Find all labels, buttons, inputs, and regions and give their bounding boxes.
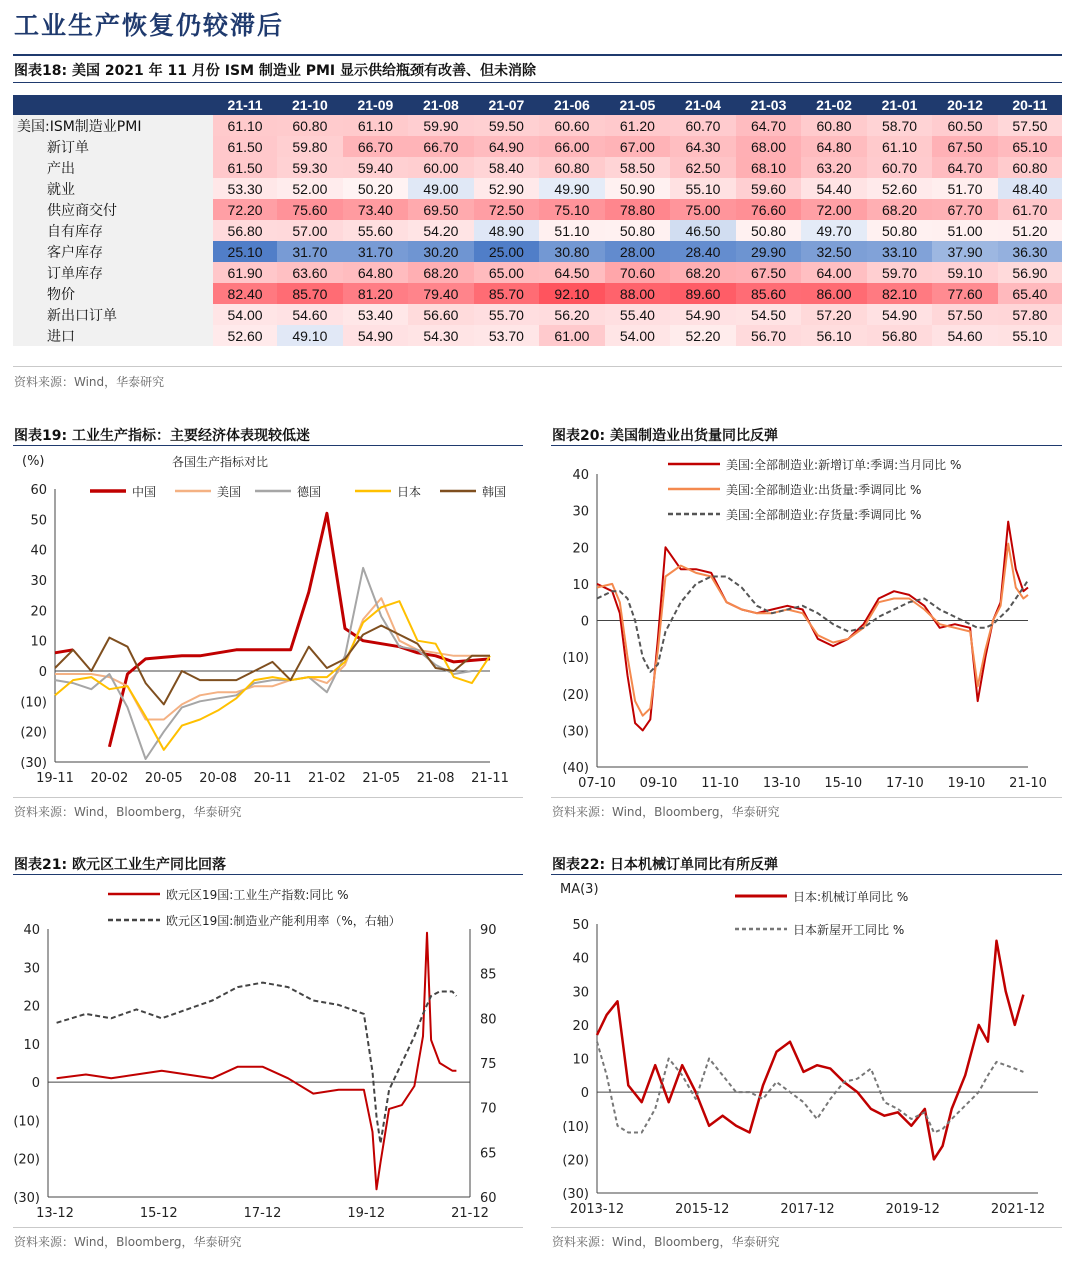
y-tick-label: 10 [23,1037,40,1053]
pmi-cell: 64.80 [343,262,409,283]
pmi-cell: 81.20 [343,283,409,304]
pmi-cell: 60.00 [408,157,474,178]
series-line-2 [55,568,490,759]
pmi-cell: 31.70 [277,241,343,262]
y2-tick-label: 65 [480,1146,497,1162]
y-tick-label: 40 [572,468,589,483]
y-tick-label: (30) [20,756,47,771]
pmi-cell: 53.40 [343,304,409,325]
y-tick-label: 30 [572,504,589,520]
pmi-cell: 61.10 [343,115,409,136]
pmi-cell: 60.70 [867,157,933,178]
fig19-title: 图表19: 工业生产指标：主要经济体表现较低迷 [14,428,310,444]
pmi-cell: 54.90 [343,325,409,346]
pmi-cell: 64.90 [474,136,540,157]
pmi-cell: 56.10 [801,325,867,346]
pmi-cell: 50.80 [867,220,933,241]
pmi-cell: 51.00 [932,220,998,241]
y-tick-label: 30 [23,961,40,977]
x-tick-label: 11-10 [701,776,740,791]
pmi-cell: 72.20 [213,199,277,220]
pmi-cell: 85.60 [736,283,802,304]
pmi-cell: 69.50 [408,199,474,220]
y2-tick-label: 60 [480,1191,497,1206]
x-tick-label: 19-11 [36,771,74,786]
pmi-cell: 50.80 [605,220,671,241]
legend-label: 欧元区19国:工业生产指数:同比 % [166,888,349,902]
pmi-cell: 52.60 [867,178,933,199]
pmi-cell: 55.70 [474,304,540,325]
series-line-1 [57,983,457,1144]
y-tick-label: 0 [580,614,589,630]
pmi-cell: 52.20 [670,325,736,346]
pmi-cell: 86.00 [801,283,867,304]
pmi-cell: 55.60 [343,220,409,241]
pmi-row-label: 物价 [13,283,213,304]
pmi-cell: 68.20 [670,262,736,283]
pmi-cell: 57.00 [277,220,343,241]
fig22-title: 图表22: 日本机械订单同比有所反弹 [552,857,778,873]
pmi-cell: 54.00 [605,325,671,346]
pmi-cell: 64.70 [932,157,998,178]
pmi-cell: 60.80 [801,115,867,136]
pmi-cell: 58.40 [474,157,540,178]
y-tick-label: 10 [572,577,589,593]
pmi-cell: 60.80 [539,157,605,178]
pmi-cell: 76.60 [736,199,802,220]
pmi-cell: 52.90 [474,178,540,199]
series-line-0 [57,933,457,1190]
pmi-cell: 85.70 [277,283,343,304]
y-tick-label: (20) [13,1152,40,1168]
pmi-row [13,178,1062,199]
x-tick-label: 2021-12 [990,1202,1046,1217]
pmi-cell: 77.60 [932,283,998,304]
x-tick-label: 07-10 [578,776,616,791]
pmi-cell: 62.50 [670,157,736,178]
pmi-cell: 73.40 [343,199,409,220]
fig19-source: 资料来源：Wind，Bloomberg，华泰研究 [14,805,242,819]
pmi-cell: 75.10 [539,199,605,220]
pmi-cell: 58.50 [605,157,671,178]
pmi-cell: 60.80 [998,157,1062,178]
pmi-cell: 67.00 [605,136,671,157]
pmi-cell: 61.90 [213,262,277,283]
pmi-col-header: 21-09 [343,95,409,115]
pmi-cell: 65.10 [998,136,1062,157]
x-tick-label: 2015-12 [675,1202,730,1217]
fig20-chart [550,448,1065,793]
x-tick-label: 09-10 [639,776,678,791]
series-line-0 [597,941,1023,1160]
pmi-row-label: 供应商交付 [13,199,213,220]
pmi-cell: 61.10 [867,136,933,157]
pmi-col-header: 21-07 [474,95,540,115]
y-tick-label: 40 [23,923,40,938]
pmi-cell: 64.80 [801,136,867,157]
pmi-cell: 30.80 [539,241,605,262]
pmi-row [13,157,1062,178]
pmi-cell: 54.40 [801,178,867,199]
pmi-cell: 61.70 [998,199,1062,220]
y-tick-label: 20 [23,999,40,1015]
y-tick-label: (10) [20,695,47,711]
fig18-source: 资料来源：Wind，华泰研究 [14,375,165,389]
pmi-cell: 66.00 [539,136,605,157]
pmi-row [13,220,1062,241]
pmi-cell: 68.00 [736,136,802,157]
y-tick-label: (10) [562,651,589,667]
pmi-row [13,241,1062,262]
pmi-row [13,304,1062,325]
pmi-header-corner [13,95,213,115]
pmi-cell: 50.90 [605,178,671,199]
x-tick-label: 19-10 [947,776,986,791]
pmi-cell: 56.90 [998,262,1062,283]
x-tick-label: 21-12 [451,1206,489,1221]
pmi-cell: 68.20 [867,199,933,220]
pmi-cell: 70.60 [605,262,671,283]
pmi-col-header: 21-03 [736,95,802,115]
pmi-cell: 57.20 [801,304,867,325]
pmi-cell: 63.60 [277,262,343,283]
pmi-cell: 67.50 [736,262,802,283]
pmi-cell: 54.60 [932,325,998,346]
pmi-cell: 25.10 [213,241,277,262]
y-tick-label: 0 [31,1076,40,1092]
legend-label: 日本 [397,485,422,499]
pmi-cell: 60.60 [539,115,605,136]
pmi-row [13,136,1062,157]
x-tick-label: 21-08 [416,771,455,786]
pmi-cell: 64.00 [801,262,867,283]
pmi-row [13,262,1062,283]
pmi-table-body [13,115,1062,346]
x-tick-label: 20-02 [90,771,129,786]
y-tick-label: (20) [20,725,47,741]
fig18-title: 图表18: 美国 2021 年 11 月份 ISM 制造业 PMI 显示供给瓶颈有改善、但未消除 [14,63,537,79]
y-tick-label: (30) [562,724,589,740]
pmi-cell: 49.00 [408,178,474,199]
pmi-cell: 59.10 [932,262,998,283]
pmi-cell: 50.80 [736,220,802,241]
pmi-cell: 72.00 [801,199,867,220]
pmi-cell: 49.10 [277,325,343,346]
fig22-bottom-rule [551,1227,1062,1228]
pmi-cell: 64.50 [539,262,605,283]
pmi-cell: 55.40 [605,304,671,325]
pmi-cell: 52.60 [213,325,277,346]
pmi-cell: 57.80 [998,304,1062,325]
y2-tick-label: 90 [480,923,497,938]
fig22-source: 资料来源：Wind，Bloomberg，华泰研究 [552,1235,780,1249]
pmi-cell: 33.10 [867,241,933,262]
pmi-cell: 59.90 [408,115,474,136]
x-tick-label: 21-02 [307,771,346,786]
pmi-cell: 54.60 [277,304,343,325]
pmi-row [13,199,1062,220]
pmi-cell: 64.70 [736,115,802,136]
fig20-bottom-rule [551,797,1062,798]
pmi-cell: 67.70 [932,199,998,220]
pmi-cell: 85.70 [474,283,540,304]
legend-label: 美国:全部制造业:出货量:季调同比 % [726,483,922,497]
pmi-col-header: 20-12 [932,95,998,115]
y-tick-label: (30) [13,1191,40,1206]
pmi-row-label: 进口 [13,325,213,346]
pmi-col-header: 21-08 [408,95,474,115]
pmi-cell: 37.90 [932,241,998,262]
pmi-cell: 52.00 [277,178,343,199]
pmi-row-label: 新订单 [13,136,213,157]
y2-tick-label: 75 [480,1057,497,1072]
pmi-cell: 78.80 [605,199,671,220]
fig20-title-rule [551,445,1062,446]
pmi-cell: 66.70 [408,136,474,157]
x-tick-label: 17-12 [243,1206,282,1221]
fig21-source: 资料来源：Wind，Bloomberg，华泰研究 [14,1235,242,1249]
fig21-bottom-rule [13,1227,523,1228]
pmi-cell: 54.20 [408,220,474,241]
pmi-cell: 49.70 [801,220,867,241]
pmi-cell: 82.10 [867,283,933,304]
legend-label: 德国 [297,485,322,499]
legend-label: 美国:全部制造业:新增订单:季调:当月同比 % [726,458,962,472]
pmi-cell: 60.80 [277,115,343,136]
pmi-cell: 30.20 [408,241,474,262]
legend-label: 日本:机械订单同比 % [793,890,909,904]
pmi-cell: 53.70 [474,325,540,346]
pmi-col-header: 21-06 [539,95,605,115]
pmi-table [13,95,1062,346]
pmi-cell: 67.50 [932,136,998,157]
pmi-cell: 29.90 [736,241,802,262]
pmi-cell: 55.10 [998,325,1062,346]
pmi-cell: 60.50 [932,115,998,136]
y-axis-label: (%) [22,454,45,469]
y-tick-label: 60 [30,483,47,498]
pmi-cell: 82.40 [213,283,277,304]
pmi-cell: 65.40 [998,283,1062,304]
pmi-cell: 61.50 [213,157,277,178]
x-tick-label: 2019-12 [885,1202,940,1217]
fig22-chart [550,877,1065,1225]
x-tick-label: 17-10 [885,776,924,791]
y-tick-label: 0 [580,1086,589,1102]
pmi-cell: 56.80 [213,220,277,241]
pmi-cell: 57.50 [932,304,998,325]
x-tick-label: 2013-12 [569,1202,625,1217]
pmi-cell: 54.00 [213,304,277,325]
y2-tick-label: 80 [480,1012,497,1028]
pmi-cell: 31.70 [343,241,409,262]
pmi-cell: 57.50 [998,115,1062,136]
pmi-col-header: 21-11 [213,95,277,115]
fig21-chart [10,877,525,1225]
pmi-cell: 59.30 [277,157,343,178]
y-tick-label: (10) [562,1119,589,1135]
y-tick-label: 30 [572,985,589,1001]
x-tick-label: 13-12 [36,1206,74,1221]
pmi-row [13,283,1062,304]
pmi-cell: 63.20 [801,157,867,178]
y-tick-label: (10) [13,1114,40,1130]
pmi-cell: 51.70 [932,178,998,199]
fig19-title-rule [13,445,523,446]
pmi-col-header: 20-11 [998,95,1062,115]
pmi-cell: 64.30 [670,136,736,157]
legend-label: 日本新屋开工同比 % [793,923,905,937]
fig22-title-rule [551,874,1062,875]
y2-tick-label: 85 [480,967,497,983]
pmi-cell: 56.80 [867,325,933,346]
pmi-cell: 53.30 [213,178,277,199]
pmi-cell: 51.10 [539,220,605,241]
fig18-bottom-rule [13,366,1062,367]
pmi-cell: 59.80 [277,136,343,157]
pmi-cell: 54.90 [867,304,933,325]
pmi-cell: 75.60 [277,199,343,220]
pmi-cell: 59.40 [343,157,409,178]
pmi-col-header: 21-10 [277,95,343,115]
fig19-bottom-rule [13,797,523,798]
pmi-cell: 50.20 [343,178,409,199]
pmi-row-label: 美国:ISM制造业PMI [13,115,213,136]
y-tick-label: (30) [562,1187,589,1202]
pmi-cell: 56.70 [736,325,802,346]
pmi-cell: 54.50 [736,304,802,325]
x-tick-label: 2017-12 [780,1202,835,1217]
pmi-cell: 65.00 [474,262,540,283]
pmi-cell: 59.60 [736,178,802,199]
pmi-cell: 68.20 [408,262,474,283]
fig21-title: 图表21: 欧元区工业生产同比回落 [14,857,226,873]
pmi-cell: 92.10 [539,283,605,304]
legend-label: 美国 [217,485,242,499]
pmi-cell: 28.40 [670,241,736,262]
pmi-row-label: 就业 [13,178,213,199]
pmi-cell: 61.10 [213,115,277,136]
y-tick-label: (20) [562,687,589,703]
page-title: 工业生产恢复仍较滞后 [14,11,285,40]
y-tick-label: 20 [572,1018,589,1034]
fig18-top-rule [13,54,1062,56]
legend-label: 美国:全部制造业:存货量:季调同比 % [726,508,922,522]
pmi-cell: 60.70 [670,115,736,136]
x-tick-label: 20-05 [144,771,183,786]
x-tick-label: 20-11 [253,771,292,786]
x-tick-label: 15-10 [824,776,863,791]
series-line-3 [55,601,490,750]
y-tick-label: (20) [562,1153,589,1169]
pmi-row-label: 自有库存 [13,220,213,241]
pmi-cell: 56.20 [539,304,605,325]
pmi-cell: 25.00 [474,241,540,262]
pmi-cell: 61.00 [539,325,605,346]
y-tick-label: 40 [572,951,589,967]
pmi-col-header: 21-01 [867,95,933,115]
pmi-cell: 72.50 [474,199,540,220]
pmi-cell: 51.20 [998,220,1062,241]
pmi-cell: 56.60 [408,304,474,325]
pmi-cell: 68.10 [736,157,802,178]
pmi-cell: 48.90 [474,220,540,241]
pmi-cell: 46.50 [670,220,736,241]
x-tick-label: 21-10 [1009,776,1047,791]
x-tick-label: 21-05 [362,771,401,786]
pmi-cell: 66.70 [343,136,409,157]
pmi-cell: 88.00 [605,283,671,304]
y-tick-label: 10 [30,634,47,650]
pmi-table-header [13,95,1062,115]
pmi-row [13,325,1062,346]
y-axis-label: MA(3) [560,882,599,897]
pmi-cell: 54.30 [408,325,474,346]
x-tick-label: 13-10 [762,776,801,791]
pmi-cell: 59.50 [474,115,540,136]
x-tick-label: 20-08 [199,771,238,786]
y-tick-label: 20 [572,541,589,557]
y-tick-label: 30 [30,574,47,589]
fig20-source: 资料来源：Wind，Bloomberg，华泰研究 [552,805,780,819]
fig18-title-rule [13,82,1062,83]
x-tick-label: 21-11 [471,771,509,786]
pmi-cell: 59.70 [867,262,933,283]
legend-label: 中国 [132,485,157,499]
pmi-row-label: 新出口订单 [13,304,213,325]
pmi-row-label: 客户库存 [13,241,213,262]
pmi-cell: 36.30 [998,241,1062,262]
y-tick-label: 50 [30,513,47,529]
pmi-cell: 32.50 [801,241,867,262]
x-tick-label: 19-12 [347,1206,386,1221]
pmi-cell: 89.60 [670,283,736,304]
pmi-row-label: 产出 [13,157,213,178]
pmi-cell: 61.20 [605,115,671,136]
pmi-cell: 58.70 [867,115,933,136]
fig21-title-rule [13,874,523,875]
legend-label: 韩国 [482,485,507,499]
pmi-row [13,115,1062,136]
pmi-col-header: 21-02 [801,95,867,115]
pmi-cell: 54.90 [670,304,736,325]
y-tick-label: 40 [30,543,47,559]
pmi-cell: 61.50 [213,136,277,157]
y-tick-label: 0 [38,665,47,680]
fig19-chart [10,448,525,793]
x-tick-label: 15-12 [139,1206,178,1221]
pmi-col-header: 21-04 [670,95,736,115]
y-tick-label: (40) [562,761,589,776]
fig20-title: 图表20: 美国制造业出货量同比反弹 [552,428,778,444]
series-line-0 [55,513,490,747]
y-tick-label: 20 [30,604,47,620]
y-tick-label: 50 [572,918,589,933]
chart-title: 各国生产指标对比 [171,455,269,469]
pmi-cell: 48.40 [998,178,1062,199]
pmi-cell: 49.90 [539,178,605,199]
pmi-cell: 55.10 [670,178,736,199]
pmi-cell: 79.40 [408,283,474,304]
pmi-cell: 75.00 [670,199,736,220]
legend-label: 欧元区19国:制造业产能利用率（%，右轴） [166,914,401,928]
pmi-col-header: 21-05 [605,95,671,115]
pmi-row-label: 订单库存 [13,262,213,283]
y2-tick-label: 70 [480,1101,497,1117]
pmi-cell: 28.00 [605,241,671,262]
y-tick-label: 10 [572,1052,589,1068]
